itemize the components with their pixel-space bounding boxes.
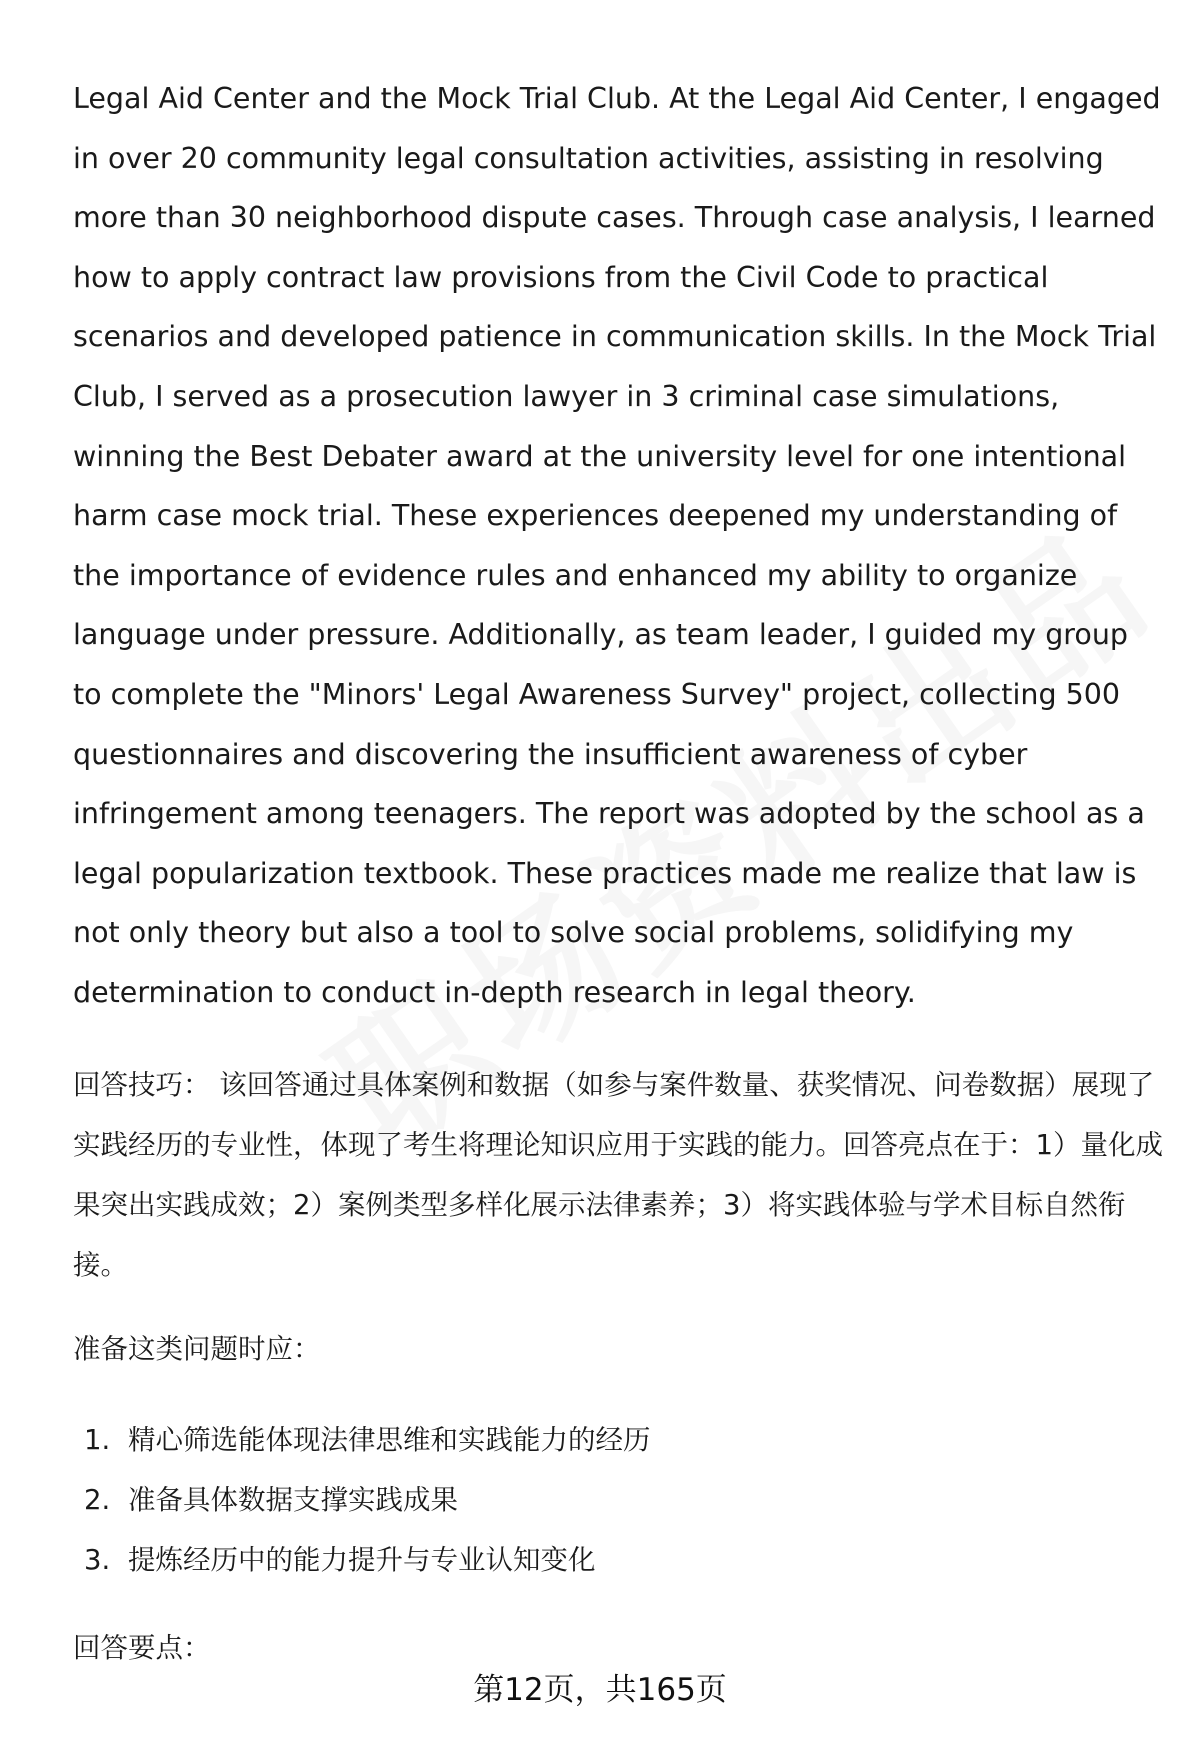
list-text: 精心筛选能体现法律思维和实践能力的经历 [128, 1424, 651, 1456]
list-number: 2. [84, 1484, 111, 1516]
prep-list [84, 1410, 651, 1590]
list-item [84, 1410, 651, 1470]
main-paragraph: Legal Aid Center and the Mock Trial Club. At the Legal Aid Center, I engaged in over 20 community legal consultation activities, assisting in resolving more than 30 neighborhood dispute cases. Through case analysis, I learned how to apply contract law provisions from the Civil Code to practical scenarios and developed patience in communication skills. In the Mock Trial Club, I served as a prosecution lawyer in 3 criminal case simulations, winning the Best Debater award at the university level for one intentional harm case mock trial. These experiences deepened my understanding of the importance of evidence rules and enhanced my ability to organize language under pressure. Additionally, as team leader, I guided my group to complete the "Minors' Legal Awareness Survey" project, collecting 500 questionnaires and discovering the insufficient awareness of cyber infringement among teenagers. The report was adopted by the school as a legal popularization textbook. These practices made me realize that law is not only theory but also a tool to solve social problems, solidifying my determination to conduct in-depth research in legal theory. [73, 82, 1161, 1009]
list-item [84, 1530, 651, 1590]
points-heading: 回答要点： [73, 1632, 211, 1664]
page-footer: 第12页，共165页 [473, 1672, 727, 1708]
prep-heading: 准备这类问题时应： [73, 1333, 321, 1365]
list-text: 准备具体数据支撑实践成果 [128, 1484, 458, 1516]
list-item [84, 1470, 651, 1530]
tip-paragraph: 回答技巧： 该回答通过具体案例和数据（如参与案件数量、获奖情况、问卷数据）展现了实践经历的专业性，体现了考生将理论知识应用于实践的能力。回答亮点在于：1）量化成果突出实践成效；2）案例类型多样化展示法律素养；3）将实践体验与学术目标自然衔接。 [73, 1069, 1163, 1281]
list-number: 3. [84, 1544, 111, 1576]
list-text: 提炼经历中的能力提升与专业认知变化 [128, 1544, 596, 1576]
list-number: 1. [84, 1424, 111, 1456]
